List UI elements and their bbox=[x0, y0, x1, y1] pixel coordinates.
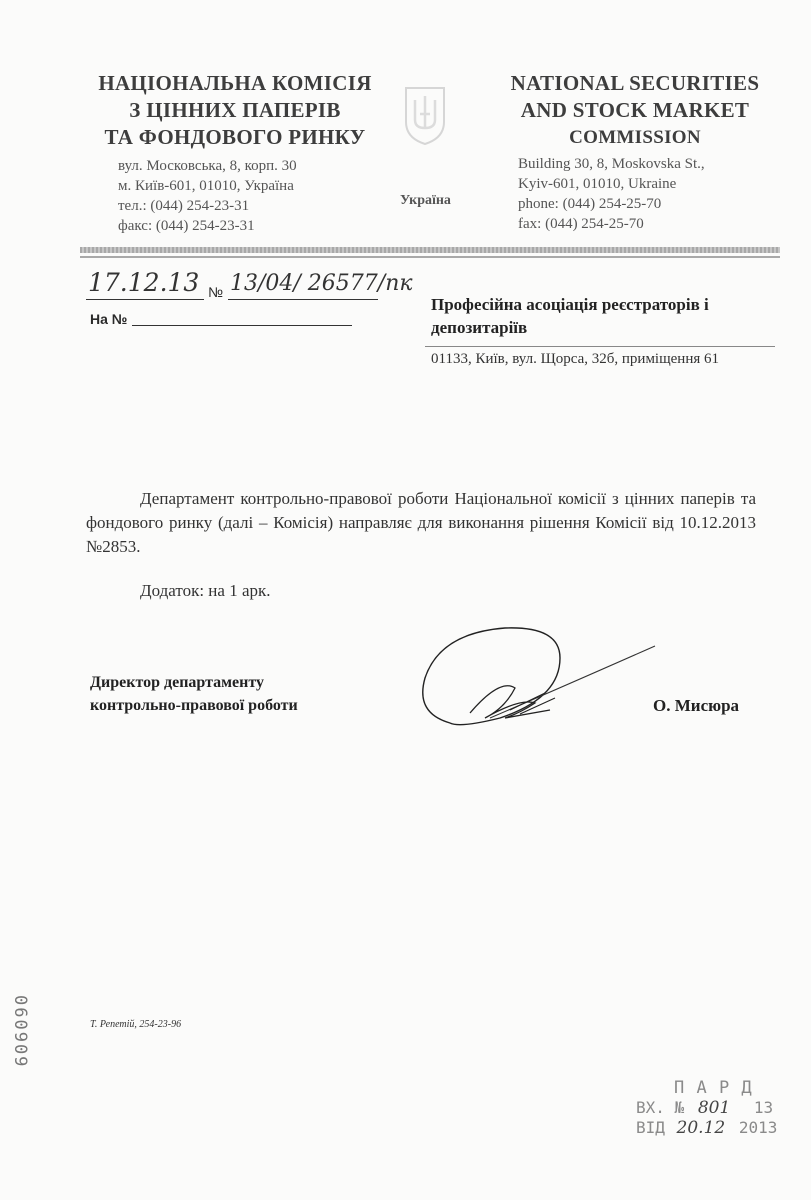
registration-number: 13/04/ 26577/пк bbox=[230, 271, 413, 296]
stamp-date-year: 2013 bbox=[738, 1118, 778, 1137]
address-line: тел.: (044) 254-23-31 bbox=[118, 198, 250, 214]
reply-to-underline bbox=[132, 325, 352, 326]
header-left-address bbox=[118, 156, 297, 236]
stamp-in-number: 801 bbox=[697, 1098, 731, 1118]
stamp-org: П А Р Д bbox=[674, 1078, 753, 1098]
country-label: Україна bbox=[400, 193, 451, 208]
org-title-line: НАЦІОНАЛЬНА КОМІСІЯ bbox=[98, 71, 372, 95]
header-right-org bbox=[490, 70, 780, 151]
executor-note: Т. Репетій, 254-23-96 bbox=[90, 1019, 182, 1030]
body-paragraph: Департамент контрольно-правової роботи Національної комісії з цінних паперів та фондового ринку (далі – Комісія) направляє для виконання рішення Комісії від 10.12.2013 №2853. bbox=[86, 489, 756, 556]
reply-to-label: На № bbox=[90, 311, 128, 327]
address-line: fax: (044) 254-25-70 bbox=[518, 216, 644, 232]
handwritten-signature bbox=[410, 618, 670, 743]
address-line: м. Київ-601, 01010, Україна bbox=[118, 178, 294, 194]
attachment-note: Додаток: на 1 арк. bbox=[140, 581, 271, 600]
stamp-date-label: ВІД bbox=[636, 1118, 665, 1137]
org-title-line: З ЦІННИХ ПАПЕРІВ bbox=[129, 98, 341, 122]
registration-date: 17.12.13 bbox=[88, 268, 200, 297]
recipient-address: 01133, Київ, вул. Щорса, 32б, приміщення 61 bbox=[431, 351, 720, 367]
coat-of-arms-icon bbox=[402, 84, 448, 146]
address-line: факс: (044) 254-23-31 bbox=[118, 218, 255, 234]
header-divider-thin bbox=[80, 256, 780, 258]
address-line: phone: (044) 254-25-70 bbox=[518, 196, 662, 212]
stamp-in-label: ВХ. № bbox=[636, 1098, 685, 1117]
header-left-org bbox=[90, 70, 380, 151]
signatory-title-line: контрольно-правової роботи bbox=[90, 697, 298, 714]
stamp-in-year: 13 bbox=[753, 1098, 774, 1117]
org-title-line: AND STOCK MARKET bbox=[520, 98, 750, 122]
incoming-stamp bbox=[636, 1079, 806, 1138]
registration-number-label: № bbox=[208, 284, 224, 300]
address-line: Building 30, 8, Moskovska St., bbox=[518, 156, 705, 172]
org-title-line: NATIONAL SECURITIES bbox=[510, 71, 760, 95]
org-title-line: COMMISSION bbox=[569, 127, 701, 148]
address-line: вул. Московська, 8, корп. 30 bbox=[118, 158, 297, 174]
stamp-date: 20.12 bbox=[676, 1118, 726, 1138]
signatory-title-line: Директор департаменту bbox=[90, 674, 265, 691]
registration-number-underline bbox=[228, 299, 378, 300]
header-divider bbox=[80, 247, 780, 253]
side-register-number: 060909 bbox=[10, 995, 30, 1069]
registration-date-underline bbox=[86, 299, 204, 300]
org-title-line: ТА ФОНДОВОГО РИНКУ bbox=[104, 125, 366, 149]
address-line: Kyiv-601, 01010, Ukraine bbox=[518, 176, 677, 192]
recipient-divider bbox=[425, 346, 775, 347]
signatory-name: О. Мисюра bbox=[653, 696, 740, 715]
recipient-name: Професійна асоціація реєстраторів і депозитаріїв bbox=[431, 295, 709, 337]
header-right-address bbox=[518, 154, 705, 234]
signatory-title bbox=[90, 671, 298, 717]
